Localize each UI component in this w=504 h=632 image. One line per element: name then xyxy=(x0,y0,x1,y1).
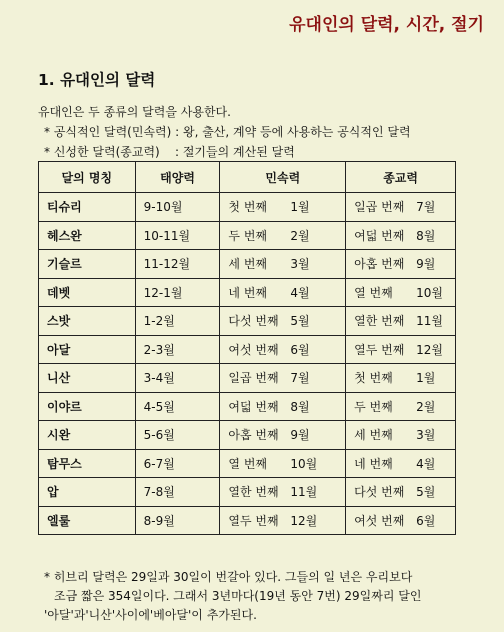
religious-ordinal: 열한 번째 xyxy=(354,314,405,329)
month-name-cell: 티슈리 xyxy=(39,193,136,222)
religious-ordinal: 열 번째 xyxy=(354,285,393,300)
civil-month: 3월 xyxy=(290,257,310,272)
civil-cell xyxy=(220,335,346,364)
civil-ordinal: 열두 번째 xyxy=(228,513,279,528)
solar-cell: 7-8월 xyxy=(135,478,220,507)
religious-ordinal: 여섯 번째 xyxy=(354,513,405,528)
footnote-line: 조금 짧은 354일이다. 그래서 3년마다(19년 동안 7번) 29일짜리 달인 xyxy=(54,589,422,603)
religious-cell xyxy=(346,278,456,307)
solar-cell: 12-1월 xyxy=(135,278,220,307)
month-name-cell: 헤스완 xyxy=(39,221,136,250)
religious-month: 7월 xyxy=(416,200,436,215)
civil-month: 7월 xyxy=(290,371,310,386)
table-row xyxy=(39,221,456,250)
table-header-row xyxy=(39,162,456,193)
civil-ordinal: 세 번째 xyxy=(228,257,267,272)
religious-cell xyxy=(346,307,456,336)
religious-month: 12월 xyxy=(416,342,444,357)
solar-cell: 10-11월 xyxy=(135,221,220,250)
civil-cell xyxy=(220,278,346,307)
religious-month: 2월 xyxy=(416,399,436,414)
month-name-cell: 압 xyxy=(39,478,136,507)
column-header-religious: 종교력 xyxy=(346,162,456,193)
civil-month: 9월 xyxy=(290,428,310,443)
religious-cell xyxy=(346,392,456,421)
civil-cell xyxy=(220,193,346,222)
month-name-cell: 스밧 xyxy=(39,307,136,336)
religious-cell xyxy=(346,421,456,450)
month-name-cell: 기슬르 xyxy=(39,250,136,279)
civil-ordinal: 열 번째 xyxy=(228,456,267,471)
solar-cell: 8-9월 xyxy=(135,506,220,535)
table-row xyxy=(39,250,456,279)
table-row xyxy=(39,193,456,222)
intro-line: 유대인은 두 종류의 달력을 사용한다. xyxy=(38,105,231,119)
religious-ordinal: 열두 번째 xyxy=(354,342,405,357)
section-heading: 1. 유대인의 달력 xyxy=(38,71,156,89)
table-row xyxy=(39,364,456,393)
month-name-cell: 시완 xyxy=(39,421,136,450)
religious-month: 5월 xyxy=(416,485,436,500)
religious-ordinal: 두 번째 xyxy=(354,399,393,414)
solar-cell: 1-2월 xyxy=(135,307,220,336)
month-name-cell: 이야르 xyxy=(39,392,136,421)
religious-cell xyxy=(346,364,456,393)
month-table xyxy=(38,161,456,535)
table-row xyxy=(39,421,456,450)
religious-month: 1월 xyxy=(416,371,436,386)
civil-month: 11월 xyxy=(290,485,318,500)
civil-ordinal: 네 번째 xyxy=(228,285,267,300)
religious-cell xyxy=(346,506,456,535)
religious-ordinal: 아홉 번째 xyxy=(354,257,405,272)
civil-month: 5월 xyxy=(290,314,310,329)
civil-cell xyxy=(220,392,346,421)
religious-cell xyxy=(346,449,456,478)
religious-ordinal: 세 번째 xyxy=(354,428,393,443)
civil-ordinal: 일곱 번째 xyxy=(228,371,279,386)
table-row xyxy=(39,392,456,421)
religious-ordinal: 다섯 번째 xyxy=(354,485,405,500)
civil-ordinal: 다섯 번째 xyxy=(228,314,279,329)
solar-cell: 6-7월 xyxy=(135,449,220,478)
religious-month: 3월 xyxy=(416,428,436,443)
civil-ordinal: 열한 번째 xyxy=(228,485,279,500)
religious-ordinal: 여덟 번째 xyxy=(354,228,405,243)
religious-month: 4월 xyxy=(416,456,436,471)
religious-cell xyxy=(346,478,456,507)
table-row xyxy=(39,478,456,507)
intro-text xyxy=(38,102,411,162)
footnote xyxy=(44,568,421,625)
civil-month: 4월 xyxy=(290,285,310,300)
solar-cell: 11-12월 xyxy=(135,250,220,279)
religious-ordinal: 네 번째 xyxy=(354,456,393,471)
solar-cell: 4-5월 xyxy=(135,392,220,421)
table-row xyxy=(39,335,456,364)
religious-month: 9월 xyxy=(416,257,436,272)
month-name-cell: 데벳 xyxy=(39,278,136,307)
religious-ordinal: 일곱 번째 xyxy=(354,200,405,215)
solar-cell: 3-4월 xyxy=(135,364,220,393)
footnote-line: '아달'과'니산'사이에'베아달'이 추가된다. xyxy=(44,608,257,622)
solar-cell: 2-3월 xyxy=(135,335,220,364)
religious-ordinal: 첫 번째 xyxy=(354,371,393,386)
civil-month: 6월 xyxy=(290,342,310,357)
table-row xyxy=(39,449,456,478)
civil-cell xyxy=(220,221,346,250)
religious-cell xyxy=(346,335,456,364)
column-header-month-name: 달의 명칭 xyxy=(39,162,136,193)
intro-bullet-civil: * 공식적인 달력(민속력) : 왕, 출산, 계약 등에 사용하는 공식적인 달력 xyxy=(44,125,411,139)
table-body xyxy=(39,193,456,535)
civil-cell xyxy=(220,478,346,507)
civil-cell xyxy=(220,250,346,279)
civil-cell xyxy=(220,506,346,535)
civil-cell xyxy=(220,307,346,336)
civil-ordinal: 첫 번째 xyxy=(228,200,267,215)
civil-month: 12월 xyxy=(290,513,318,528)
religious-month: 8월 xyxy=(416,228,436,243)
religious-cell xyxy=(346,221,456,250)
month-name-cell: 니산 xyxy=(39,364,136,393)
page-title: 유대인의 달력, 시간, 절기 xyxy=(289,15,484,35)
religious-cell xyxy=(346,250,456,279)
civil-month: 8월 xyxy=(290,399,310,414)
civil-month: 2월 xyxy=(290,228,310,243)
intro-bullet-religious: * 신성한 달력(종교력) : 절기들의 계산된 달력 xyxy=(44,145,295,159)
civil-ordinal: 두 번째 xyxy=(228,228,267,243)
civil-month: 1월 xyxy=(290,200,310,215)
month-name-cell: 엘룰 xyxy=(39,506,136,535)
civil-month: 10월 xyxy=(290,456,318,471)
civil-ordinal: 여덟 번째 xyxy=(228,399,279,414)
footnote-line: * 히브리 달력은 29일과 30일이 번갈아 있다. 그들의 일 년은 우리보다 xyxy=(44,570,413,584)
religious-month: 6월 xyxy=(416,513,436,528)
column-header-civil: 민속력 xyxy=(220,162,346,193)
religious-month: 10월 xyxy=(416,285,444,300)
civil-cell xyxy=(220,364,346,393)
solar-cell: 5-6월 xyxy=(135,421,220,450)
religious-cell xyxy=(346,193,456,222)
civil-cell xyxy=(220,449,346,478)
civil-cell xyxy=(220,421,346,450)
table-row xyxy=(39,506,456,535)
table-row xyxy=(39,307,456,336)
civil-ordinal: 여섯 번째 xyxy=(228,342,279,357)
month-name-cell: 아달 xyxy=(39,335,136,364)
month-name-cell: 탐무스 xyxy=(39,449,136,478)
civil-ordinal: 아홉 번째 xyxy=(228,428,279,443)
solar-cell: 9-10월 xyxy=(135,193,220,222)
religious-month: 11월 xyxy=(416,314,444,329)
column-header-solar: 태양력 xyxy=(135,162,220,193)
table-row xyxy=(39,278,456,307)
